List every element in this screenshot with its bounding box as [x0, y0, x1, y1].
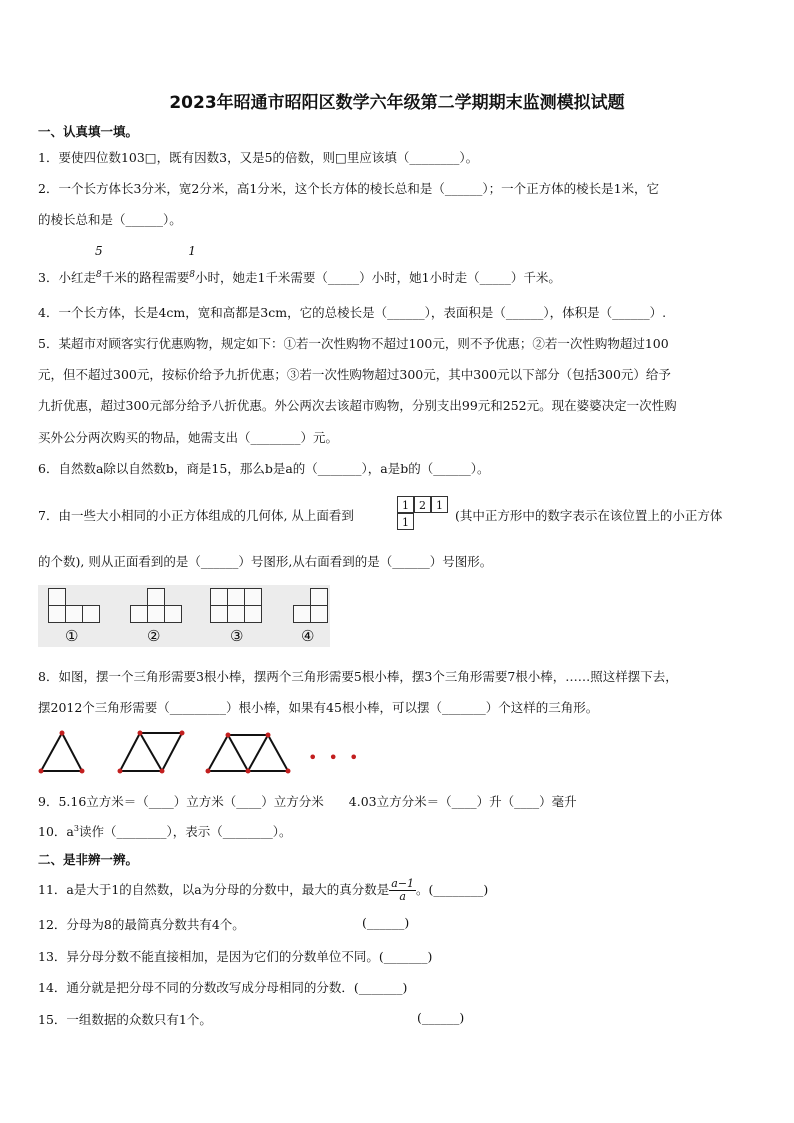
cube-square [147, 588, 165, 606]
cube-square [227, 588, 245, 606]
question-6: 6．自然数a除以自然数b，商是15，那么b是a的（_______），a是b的（______）。 [38, 461, 490, 476]
cube-square [48, 605, 66, 623]
fraction-numerator: 5 [94, 243, 103, 258]
question-14: 14．通分就是把分母不同的分数改写成分母相同的分数．(_______) [38, 980, 408, 995]
question-5-line-4: 买外公分两次购买的物品，她需支出（________）元。 [38, 430, 339, 445]
option-label: ④ [301, 627, 315, 645]
cube-square [147, 605, 165, 623]
exponent: 3 [73, 823, 79, 833]
fraction-numerator: 1 [188, 243, 196, 258]
question-8-line-1: 8．如图，摆一个三角形需要3根小棒，摆两个三角形需要5根小棒，摆3个三角形需要7根小棒，……照这样摆下去， [38, 669, 678, 684]
triangle-sticks-figure [38, 730, 348, 778]
cube-square [310, 605, 328, 623]
question-3-prefix: 3．小红走 [38, 270, 96, 285]
answer-blank: (______) [417, 1010, 465, 1025]
cube-square [210, 588, 228, 606]
question-7-line-1a: 7．由一些大小相同的小正方体组成的几何体, 从上面看到 [38, 508, 354, 523]
question-15: 15．一组数据的众数只有1个。 [38, 1012, 212, 1027]
fraction-denominator: a [399, 890, 406, 903]
answer-blank: (______) [362, 915, 410, 930]
question-7-line-2: 的个数), 则从正面看到的是（______）号图形,从右面看到的是（______）号图形。 [38, 554, 493, 569]
cube-square [227, 605, 245, 623]
page-title: 2023年昭通市昭阳区数学六年级第二学期期末监测模拟试题 [169, 93, 625, 113]
cube-square [48, 588, 66, 606]
top-view-figure [397, 496, 451, 534]
question-13: 13．异分母分数不能直接相加，是因为它们的分数单位不同。(_______) [38, 949, 433, 964]
cube-square [210, 605, 228, 623]
fraction-one-eighth [188, 243, 196, 285]
question-4: 4．一个长方体，长是4cm，宽和高都是3cm，它的总棱长是（______），表面积是（______），体积是（______）. [38, 305, 667, 320]
question-5-line-1: 5．某超市对顾客实行优惠购物，规定如下：①若一次性购物不超过100元，则不予优惠；②若一次性购物超过100 [38, 336, 669, 351]
cube-square [310, 588, 328, 606]
top-view-cell: 2 [414, 496, 431, 513]
question-11-prefix: 11．a是大于1的自然数，以a为分母的分数中，最大的真分数是 [38, 882, 390, 897]
question-3-mid: 千米的路程需要 [101, 270, 190, 285]
top-view-cell: 1 [431, 496, 448, 513]
question-9: 9．5.16立方米＝（____）立方米（____）立方分米 4.03立方分米＝（____）升（____）毫升 [38, 794, 577, 809]
question-7-line-1b: (其中正方形中的数字表示在该位置上的小正方体 [455, 508, 723, 523]
question-3 [38, 243, 561, 286]
cube-square [244, 605, 262, 623]
question-3-suffix: 小时，她走1千米需要（_____）小时，她1小时走（_____）千米。 [194, 270, 561, 285]
cube-square [65, 605, 83, 623]
option-label: ① [65, 627, 79, 645]
fraction-denominator: 8 [95, 269, 102, 280]
question-10 [38, 822, 291, 840]
top-view-cell: 1 [397, 513, 414, 530]
ellipsis-dots: • • • [308, 748, 362, 767]
fraction-denominator: 8 [189, 269, 195, 280]
question-5-line-3: 九折优惠，超过300元部分给予八折优惠。外公两次去该超市购物，分别支出99元和252元。现在婆婆决定一次性购 [38, 398, 677, 413]
question-11-suffix: 。(________) [416, 882, 489, 897]
view-options-figure [38, 585, 330, 647]
one-triangle [39, 731, 85, 774]
question-10-suffix: 读作（________），表示（________）。 [78, 824, 292, 839]
cube-square [130, 605, 148, 623]
three-triangles [206, 733, 291, 774]
fraction-five-eighths [94, 243, 103, 285]
question-2-line-2: 的棱长总和是（______）。 [38, 212, 182, 227]
two-triangles [118, 731, 185, 774]
section-heading-fill-in: 一、认真填一填。 [38, 124, 139, 139]
section-heading-true-false: 二、是非辨一辨。 [38, 852, 139, 867]
cube-square [82, 605, 100, 623]
option-label: ② [147, 627, 161, 645]
question-10-prefix: 10．a [38, 824, 74, 839]
question-2-line-1: 2．一个长方体长3分米，宽2分米，高1分米，这个长方体的棱长总和是（______）；一个正方体的棱长是1米，它 [38, 181, 660, 196]
top-view-cell: 1 [397, 496, 414, 513]
cube-square [244, 588, 262, 606]
cube-square [293, 605, 311, 623]
option-label: ③ [230, 627, 244, 645]
question-5-line-2: 元，但不超过300元，按标价给予九折优惠；③若一次性购物超过300元，其中300元以下部分（包括300元）给予 [38, 367, 671, 382]
cube-square [164, 605, 182, 623]
fraction-numerator: a−1 [391, 877, 415, 890]
question-1: 1．要使四位数103□，既有因数3，又是5的倍数，则□里应该填（________）。 [38, 150, 479, 165]
question-11 [38, 878, 488, 903]
question-8-line-2: 摆2012个三角形需要（_________）根小棒，如果有45根小棒，可以摆（_______）个这样的三角形。 [38, 700, 599, 715]
question-12: 12．分母为8的最简真分数共有4个。 [38, 917, 245, 932]
fraction-a-minus-1-over-a [389, 878, 416, 903]
